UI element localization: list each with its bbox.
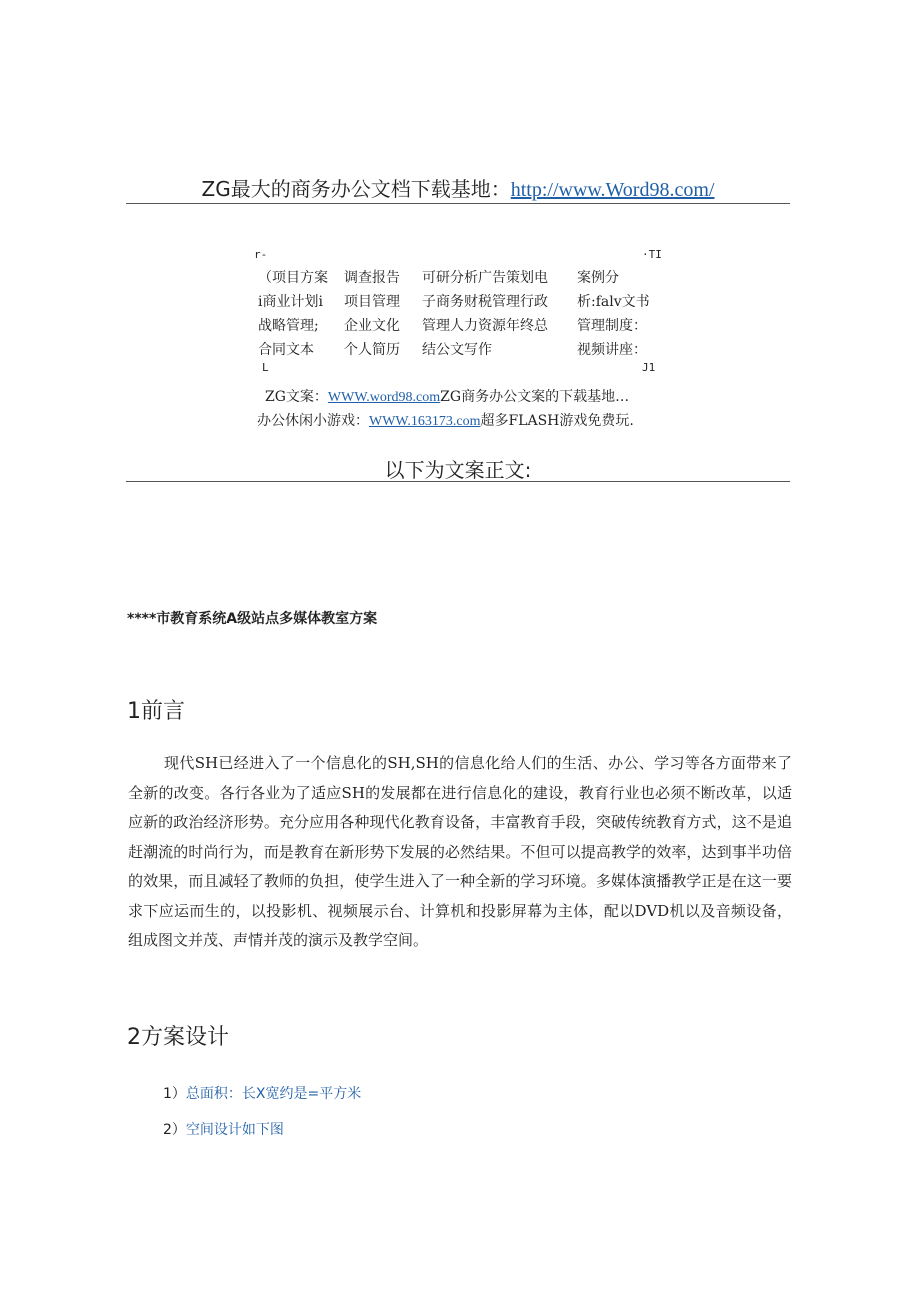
category-row bbox=[258, 266, 658, 290]
category-cell[interactable]: 结公文写作 bbox=[422, 342, 492, 358]
category-cell[interactable]: 可研分析广告策划电 bbox=[422, 270, 548, 286]
list-item bbox=[163, 1119, 284, 1139]
category-cell[interactable]: 个人简历 bbox=[344, 342, 400, 358]
list-number: 2） bbox=[163, 1122, 186, 1138]
category-cell[interactable]: 析:falv文书 bbox=[577, 294, 650, 310]
category-cell[interactable]: 企业文化 bbox=[344, 318, 400, 334]
category-cell[interactable]: 子商务财税管理行政 bbox=[422, 294, 548, 310]
category-cell[interactable]: （项目方案 bbox=[258, 270, 328, 286]
subheading-divider bbox=[126, 481, 790, 482]
list-text: 空间设计如下图 bbox=[185, 1122, 284, 1138]
box-corner-top-right: ·TI bbox=[642, 248, 662, 261]
banner-link[interactable]: http://www.Word98.com/ bbox=[510, 179, 715, 201]
promo-line-2 bbox=[257, 410, 634, 430]
section-heading-design: 2方案设计 bbox=[127, 1025, 229, 1050]
document-title: ****市教育系统A级站点多媒体教室方案 bbox=[127, 611, 378, 627]
box-corner-top-left: r- bbox=[254, 248, 268, 261]
category-cell[interactable]: 合同文本 bbox=[258, 342, 314, 358]
promo-2-link[interactable]: WWW.163173.com bbox=[369, 414, 481, 429]
download-banner bbox=[126, 173, 790, 202]
promo-2-suffix: 超多FLASH游戏免费玩. bbox=[480, 413, 634, 429]
promo-line-1 bbox=[265, 386, 629, 406]
body-subheading: 以下为文案正文: bbox=[384, 458, 532, 482]
category-cell[interactable]: 战略管理; bbox=[258, 318, 319, 334]
category-cell[interactable]: i商业计划i bbox=[258, 294, 323, 310]
category-grid bbox=[258, 266, 658, 362]
promo-1-prefix: ZG文案： bbox=[265, 389, 328, 405]
banner-divider bbox=[126, 203, 790, 204]
category-cell[interactable]: 项目管理 bbox=[344, 294, 400, 310]
category-cell[interactable]: 案例分 bbox=[577, 270, 619, 286]
banner-text: ZG最大的商务办公文档下载基地： bbox=[201, 177, 511, 201]
list-item bbox=[163, 1083, 361, 1103]
section-heading-preface: 1前言 bbox=[127, 699, 185, 724]
category-cell[interactable]: 管理制度： bbox=[577, 318, 647, 334]
box-corner-bottom-left: L bbox=[262, 361, 269, 374]
category-cell[interactable]: 调查报告 bbox=[344, 270, 400, 286]
promo-2-prefix: 办公休闲小游戏： bbox=[257, 413, 369, 429]
category-row bbox=[258, 314, 658, 338]
preface-paragraph: 现代SH已经进入了一个信息化的SH,SH的信息化给人们的生活、办公、学习等各方面带来了全新的改变。各行各业为了适应SH的发展都在进行信息化的建设，教育行业也必须不断改革，以适应新的政治经济形势。充分应用各种现代化教育设备，丰富教育手段，突破传统教育方式，这不是追赶潮流的时尚行为，而是教育在新形势下发展的必然结果。不但可以提高教学的效率，达到事半功倍的效果，而且减轻了教师的负担，使学生进入了一种全新的学习环境。多媒体演播教学正是在这一要求下应运而生的，以投影机、视频展示台、计算机和投影屏幕为主体，配以DVD机以及音频设备，组成图文并茂、声情并茂的演示及教学空间。 bbox=[128, 754, 792, 949]
category-cell[interactable]: 管理人力资源年终总 bbox=[422, 318, 548, 334]
list-number: 1） bbox=[163, 1086, 186, 1102]
category-row bbox=[258, 338, 658, 362]
box-corner-bottom-right: J1 bbox=[642, 361, 656, 374]
promo-1-suffix: ZG商务办公文案的下载基地… bbox=[440, 389, 630, 405]
category-cell[interactable]: 视频讲座： bbox=[577, 342, 647, 358]
promo-1-link[interactable]: WWW.word98.com bbox=[327, 390, 441, 405]
category-row bbox=[258, 290, 658, 314]
list-text: 总面积：长X宽约是=平方米 bbox=[185, 1086, 362, 1102]
